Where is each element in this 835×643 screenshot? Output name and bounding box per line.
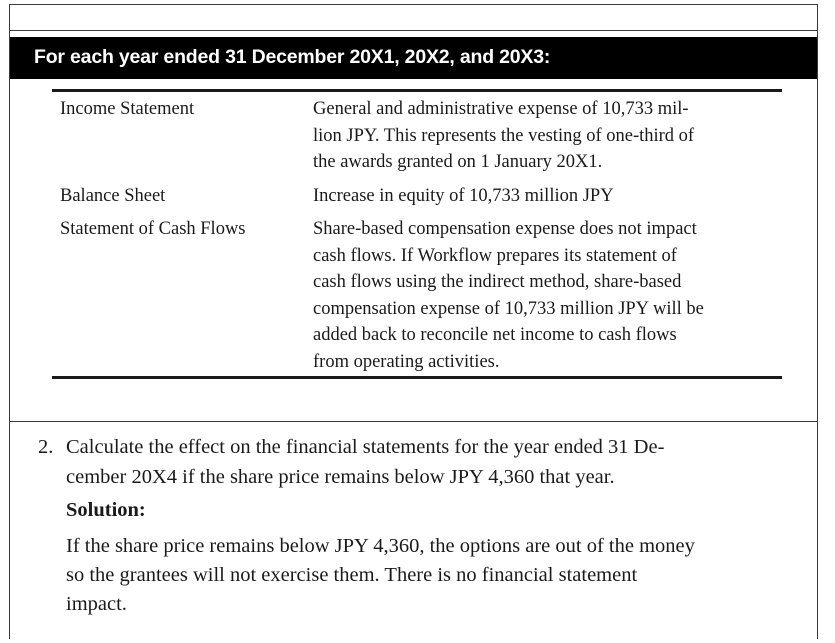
solution-line: impact.	[66, 593, 127, 615]
row-value-line: the awards granted on 1 January 20X1.	[313, 152, 603, 172]
row-value-line: from operating activities.	[313, 351, 500, 372]
question-line: cember 20X4 if the share price remains below JPY 4,360 that year.	[66, 466, 615, 488]
row-value-line: cash flows using the indirect method, share-based	[313, 272, 682, 292]
row-value-line: General and administrative expense of 10,733 mil-	[313, 99, 689, 119]
row-value-line: Increase in equity of 10,733 million JPY	[313, 186, 614, 206]
question-text	[66, 432, 796, 492]
row-value	[313, 96, 763, 176]
document-frame	[9, 4, 818, 639]
row-label: Income Statement	[60, 99, 195, 119]
row-value	[313, 216, 763, 375]
solution-body	[66, 532, 806, 619]
row-value-line: Share-based compensation expense does not impact	[313, 219, 697, 239]
row-label: Statement of Cash Flows	[60, 219, 246, 239]
row-value	[313, 183, 763, 210]
row-value-line: compensation expense of 10,733 million JPY will be	[313, 298, 704, 319]
top-border-strip	[10, 5, 817, 31]
question-line: Calculate the effect on the financial statements for the year ended 31 De-	[66, 436, 665, 458]
question-number: 2.	[38, 436, 54, 458]
row-label: Balance Sheet	[60, 186, 166, 206]
solution-line: If the share price remains below JPY 4,360, the options are out of the money	[66, 535, 695, 557]
row-value-line: cash flows. If Workflow prepares its statement of	[313, 245, 677, 266]
section-divider	[10, 421, 817, 422]
section-header-title: For each year ended 31 December 20X1, 20X2, and 20X3:	[34, 46, 551, 68]
solution-heading: Solution:	[66, 499, 146, 521]
table-top-rule	[52, 89, 782, 92]
solution-line: so the grantees will not exercise them. There is no financial statement	[66, 564, 638, 586]
table-bottom-rule	[52, 376, 782, 379]
section-header-bar	[10, 37, 817, 79]
row-value-line: lion JPY. This represents the vesting of one-third of	[313, 125, 695, 146]
row-value-line: added back to reconcile net income to cash flows	[313, 325, 677, 345]
